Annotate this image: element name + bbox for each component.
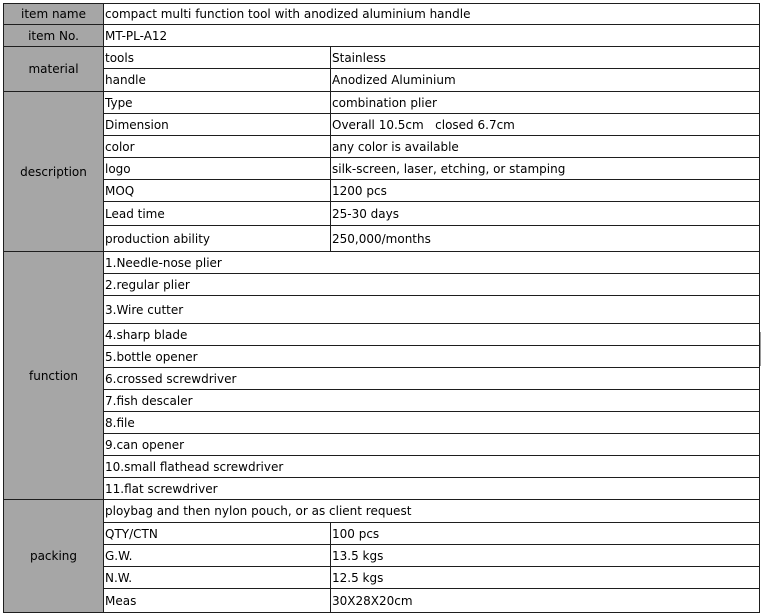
function-item: 8.file bbox=[103, 411, 760, 434]
packing-label: packing bbox=[3, 499, 104, 613]
description-value: Overall 10.5cm closed 6.7cm bbox=[330, 113, 760, 136]
description-key: Dimension bbox=[103, 113, 331, 136]
function-item: 1.Needle-nose plier bbox=[103, 251, 760, 274]
material-value: Anodized Aluminium bbox=[330, 68, 760, 92]
packing-key: Meas bbox=[103, 588, 331, 613]
description-value: 250,000/months bbox=[330, 225, 760, 252]
description-value: silk-screen, laser, etching, or stamping bbox=[330, 157, 760, 180]
packing-key: G.W. bbox=[103, 544, 331, 567]
description-value: 1200 pcs bbox=[330, 179, 760, 202]
item-name-value: compact multi function tool with anodized aluminium handle bbox=[103, 3, 760, 25]
function-item: 7.fish descaler bbox=[103, 389, 760, 412]
description-value: 25-30 days bbox=[330, 201, 760, 226]
function-item: 11.flat screwdriver bbox=[103, 477, 760, 500]
item-no-value: MT-PL-A12 bbox=[103, 24, 760, 47]
function-item: 6.crossed screwdriver bbox=[103, 367, 760, 390]
item-no-label: item No. bbox=[3, 24, 104, 47]
packing-key: QTY/CTN bbox=[103, 522, 331, 545]
packing-note: ploybag and then nylon pouch, or as client request bbox=[103, 499, 760, 523]
function-item: 10.small flathead screwdriver bbox=[103, 455, 760, 478]
scroll-edge-mark bbox=[760, 332, 761, 366]
description-label: description bbox=[3, 91, 104, 252]
description-key: Lead time bbox=[103, 201, 331, 226]
packing-key: N.W. bbox=[103, 566, 331, 589]
packing-value: 12.5 kgs bbox=[330, 566, 760, 589]
description-value: combination plier bbox=[330, 91, 760, 114]
material-key: tools bbox=[103, 46, 331, 69]
packing-value: 30X28X20cm bbox=[330, 588, 760, 613]
description-key: color bbox=[103, 135, 331, 158]
description-value: any color is available bbox=[330, 135, 760, 158]
material-value: Stainless bbox=[330, 46, 760, 69]
description-key: Type bbox=[103, 91, 331, 114]
packing-value: 100 pcs bbox=[330, 522, 760, 545]
material-key: handle bbox=[103, 68, 331, 92]
description-key: MOQ bbox=[103, 179, 331, 202]
function-label: function bbox=[3, 251, 104, 500]
item-name-label: item name bbox=[3, 3, 104, 25]
function-item: 9.can opener bbox=[103, 433, 760, 456]
function-item: 2.regular plier bbox=[103, 273, 760, 296]
material-label: material bbox=[3, 46, 104, 92]
description-key: production ability bbox=[103, 225, 331, 252]
function-item: 5.bottle opener bbox=[103, 345, 760, 368]
function-item: 3.Wire cutter bbox=[103, 295, 760, 324]
description-key: logo bbox=[103, 157, 331, 180]
function-item: 4.sharp blade bbox=[103, 323, 760, 346]
packing-value: 13.5 kgs bbox=[330, 544, 760, 567]
